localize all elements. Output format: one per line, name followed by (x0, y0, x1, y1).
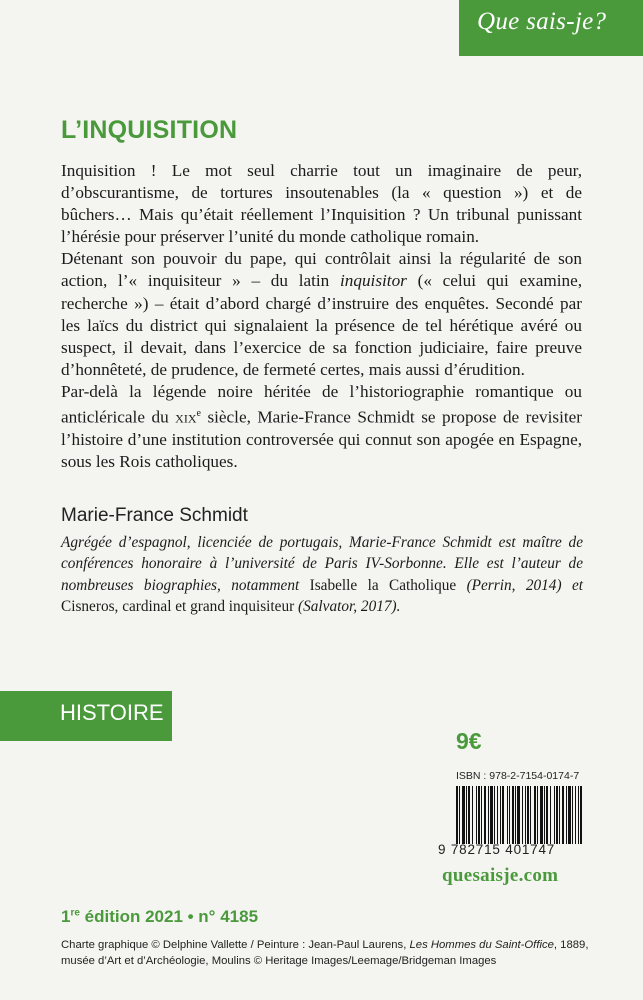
category-band (0, 691, 172, 741)
barcode-bar (556, 786, 558, 844)
blurb-paragraph-3: Par-delà la légende noire héritée de l’historiographie romantique ou anticléricale du xix$^e$ siècle, Marie-France Schmidt se propose de revisiter l’histoire d’une institution controversée qui connut son apogée en Espagne, sous les Rois catholiques. (61, 381, 582, 471)
barcode-bar (534, 786, 536, 844)
isbn: ISBN : 978-2-7154-0174-7 (456, 770, 580, 782)
barcode-bar (550, 786, 551, 844)
barcode-bar (537, 786, 538, 844)
barcode-bar (481, 786, 482, 844)
book-reference: Cisneros, cardinal et grand inquisiteur (61, 598, 295, 616)
barcode-bar (500, 786, 501, 844)
barcode-bar (476, 786, 477, 844)
website: quesaisje.com (442, 865, 559, 886)
barcode-bar (562, 786, 564, 844)
book-title: L’INQUISITION (61, 116, 238, 144)
series-logo: Que sais-je? (477, 8, 607, 35)
barcode-bar (512, 786, 514, 844)
barcode-bar (494, 786, 495, 844)
barcode-bar (540, 786, 543, 844)
category-label: HISTOIRE (60, 700, 164, 725)
edition-info: 1re édition 2021 • n° 4185 (61, 907, 259, 926)
series-logo-tab (459, 0, 643, 56)
barcode-bar (525, 786, 526, 844)
price: 9€ (456, 728, 482, 754)
barcode-bar (578, 786, 579, 844)
barcode-bar (456, 786, 458, 844)
barcode-bar (544, 786, 545, 844)
barcode-bar (559, 786, 560, 844)
barcode-bar (566, 786, 567, 844)
barcode-bar (484, 786, 486, 844)
barcode-bar (530, 786, 531, 844)
barcode-bar (580, 786, 582, 844)
barcode-bar (554, 786, 555, 844)
back-cover-blurb (61, 160, 582, 473)
blurb-paragraph-1: Inquisition ! Le mot seul charrie tout un imaginaire de peur, d’obscurantisme, de tortures insoutenables (la « question ») et de bûchers… Mais qu’était réellement l’Inquisition ? Un tribunal punissant l’hérésie pour préserver l’unité du monde catholique romain. (61, 161, 582, 247)
barcode-bar (572, 786, 573, 844)
barcode-bar (490, 786, 493, 844)
author-bio: Agrégée d’espagnol, licenciée de portugais, Marie-France Schmidt est maître de conférences honoraire à l’université de Paris IV-Sorbonne. Elle est l’auteur de nombreuses biographies, notamment Isabelle la Catholique (Perrin, 2014) et Cisneros, cardinal et grand inquisiteur (Salvator, 2017). (61, 534, 583, 616)
barcode (456, 786, 582, 844)
barcode-bar (497, 786, 498, 844)
barcode-bar (509, 786, 510, 844)
blurb-paragraph-2: Détenant son pouvoir du pape, qui contrôlait ainsi la régularité de son action, l’« inquisiteur » – du latin inquisitor (« celui qui examine, recherche ») – était d’abord chargé d’instruire des enquêtes. Secondé par les laïcs du district qui signalaient la présence de tel hérétique avéré ou suspect, il devait, dans l’exercice de sa fonction judiciaire, faire preuve d’honnêteté, de prudence, de fermeté certes, mais aussi d’érudition. (61, 249, 583, 379)
barcode-bar (575, 786, 576, 844)
latin-term: inquisitor (340, 271, 407, 291)
barcode-bar (462, 786, 465, 844)
barcode-bar (527, 786, 529, 844)
book-reference: Isabelle la Catholique (309, 576, 457, 594)
barcode-bar (522, 786, 523, 844)
barcode-bar (515, 786, 516, 844)
barcode-bar (472, 786, 473, 844)
barcode-digits: 9 782715 401747 (438, 842, 556, 857)
author-name: Marie-France Schmidt (61, 505, 248, 526)
barcode-bar (517, 786, 520, 844)
barcode-bar (478, 786, 480, 844)
barcode-bar (502, 786, 504, 844)
barcode-bar (488, 786, 489, 844)
century-numeral: xix (175, 407, 197, 427)
barcode-bar (466, 786, 467, 844)
barcode-bar (507, 786, 508, 844)
image-credits: Charte graphique © Delphine Vallette / Peinture : Jean-Paul Laurens, Les Hommes du Saint-Office, 1889, musée d’Art et d’Archéologie, Moulins © Heritage Images/Leemage/Bridgeman Images (61, 939, 589, 967)
barcode-bar (459, 786, 460, 844)
barcode-bar (568, 786, 571, 844)
barcode-bar (546, 786, 548, 844)
barcode-bar (468, 786, 470, 844)
